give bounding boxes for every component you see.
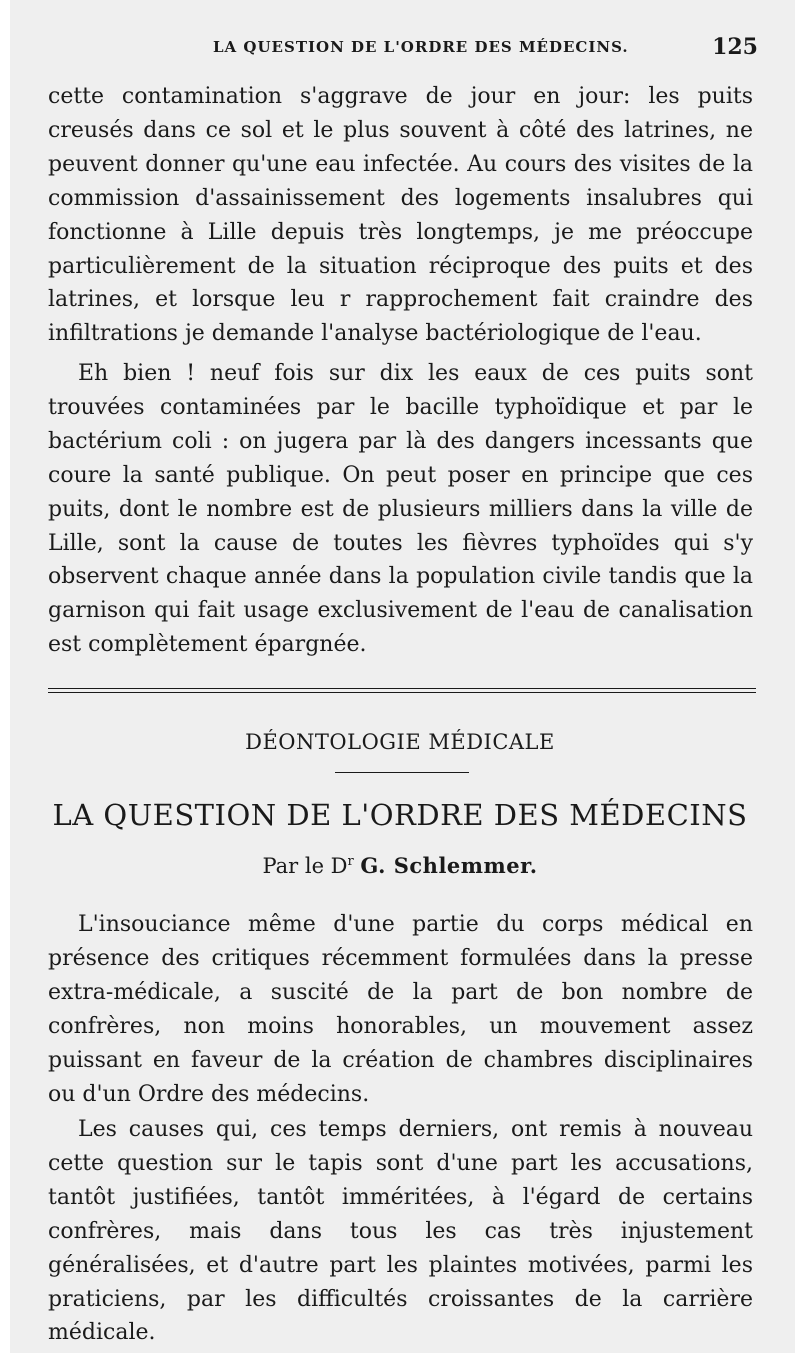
byline — [0, 853, 800, 878]
author-name: G. Schlemmer. — [360, 853, 538, 878]
running-header — [48, 34, 758, 68]
section-divider — [48, 688, 756, 693]
title-rule — [335, 772, 469, 773]
byline-superscript: r — [347, 854, 354, 869]
paragraph-causes: Les causes qui, ces temps derniers, ont remis à nouveau cette question sur le tapis sont d'une part les accusations, tantôt justifiées, tantôt imméritées, à l'égard de certains confrères, mais dans tous les cas très injustement généralisées, et d'autre part les plaintes motivées, parmi les praticiens, par les difficultés croissantes de la carrière médicale. — [48, 1117, 753, 1346]
section-label: DÉONTOLOGIE MÉDICALE — [245, 730, 555, 754]
byline-prefix: Par le D — [262, 854, 348, 878]
paragraph-insouciance: L'insouciance même d'une partie du corps médical en présence des critiques récemment formulées dans la presse extra-médicale, a suscité de la part de bon nombre de confrères, non moins honorables, un mouvement assez puissant en faveur de la création de chambres disciplinaires ou d'un Ordre des médecins. — [48, 912, 753, 1107]
page-number: 125 — [712, 34, 758, 60]
paragraph-eh-bien: Eh bien ! neuf fois sur dix les eaux de ces puits sont trouvées contaminées par le bacille typhoïdique et par le bactérium coli : on jugera par là des dangers incessants que coure la santé publique. On peut poser en principe que ces puits, dont le nombre est de plusieurs milliers dans la ville de Lille, sont la cause de toutes les fièvres typhoïdes qui s'y observent chaque année dans la population civile tandis que la garnison qui fait usage exclusivement de l'eau de canalisation est complètement épargnée. — [48, 361, 753, 658]
paragraph-contamination: cette contamination s'aggrave de jour en jour: les puits creusés dans ce sol et le plus souvent à côté des latrines, ne peuvent donner qu'une eau infectée. Au cours des visites de la commission d'assainissement des logements insalubres qui fonctionne à Lille depuis très longtemps, je me préoccupe particulièrement de la situation réciproque des puits et des latrines, et lorsque leu r rapprochement fait craindre des infiltrations je demande l'analyse bactériologique de l'eau. — [48, 84, 753, 347]
article-title: LA QUESTION DE L'ORDRE DES MÉDECINS — [52, 798, 748, 832]
running-title: LA QUESTION DE L'ORDRE DES MÉDECINS. — [213, 38, 629, 56]
